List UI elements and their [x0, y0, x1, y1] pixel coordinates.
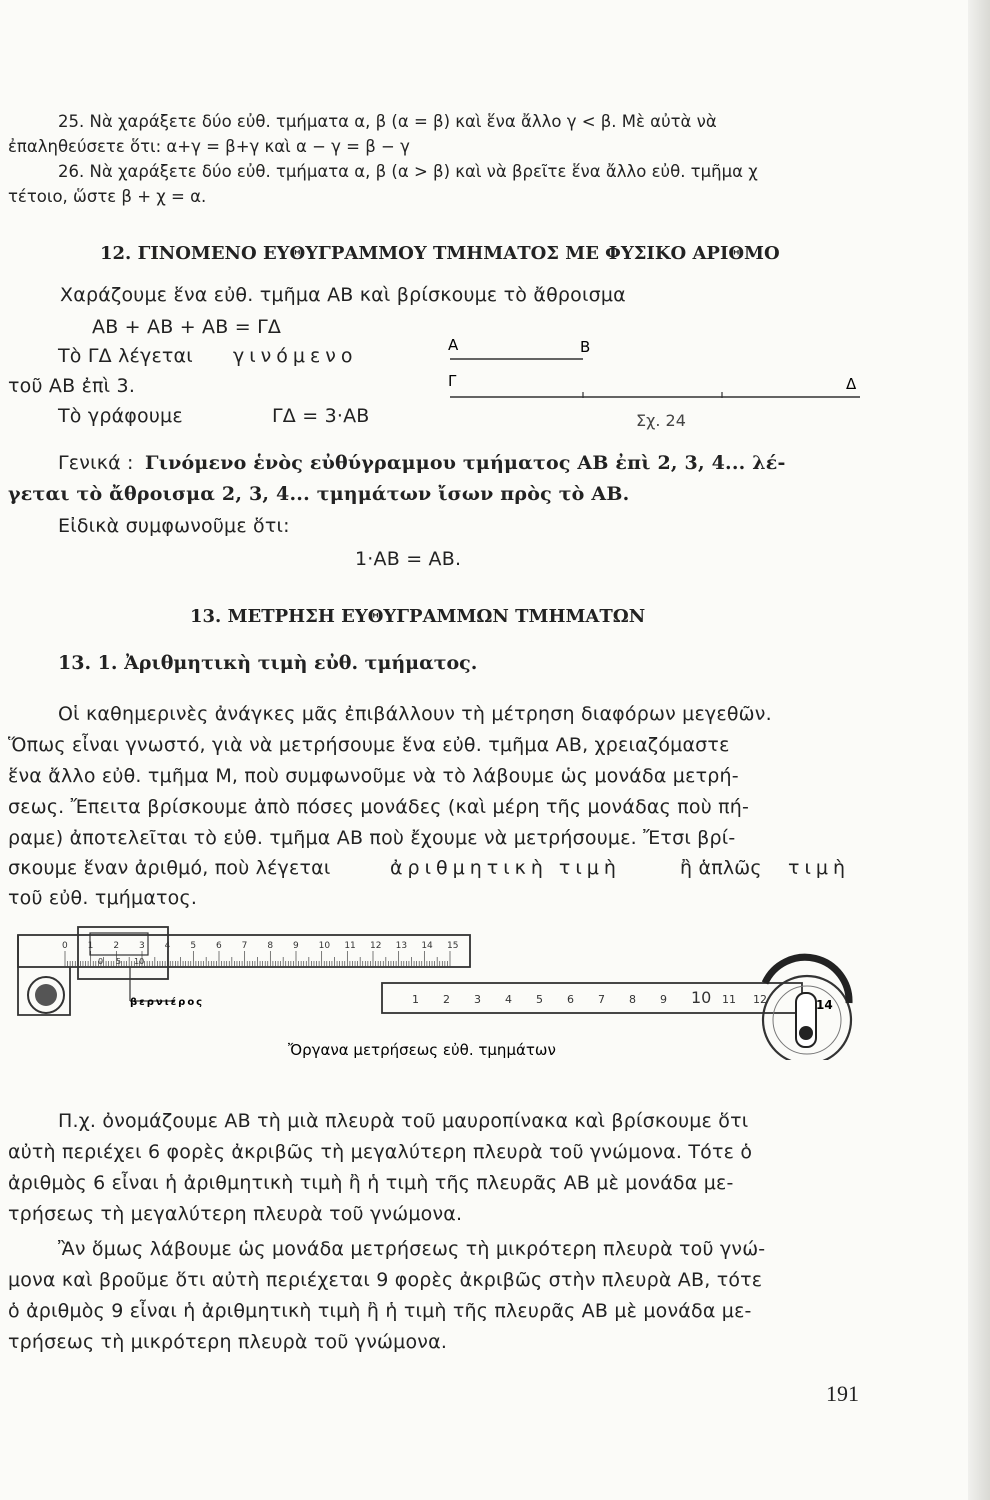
vernier-tick-label: 10: [134, 957, 145, 966]
fig-label-A: Α: [448, 336, 459, 354]
p1-line3: ἕνα ἄλλο εὐθ. τμῆμα Μ, ποὺ συμφωνοῦμε νὰ τὸ λάβουμε ὡς μονάδα μετρή-: [8, 765, 739, 787]
exercise-25-line1: 25. Νὰ χαράξετε δύο εὐθ. τμήματα α, β (α = β) καὶ ἕνα ἄλλο γ < β. Μὲ αὐτὰ νὰ: [58, 112, 717, 131]
s12-sum: ΑΒ + ΑΒ + ΑΒ = ΓΔ: [92, 316, 282, 338]
ruler-tick-label: 6: [567, 993, 574, 1006]
vernier-label: βερνιέρος: [130, 997, 205, 1008]
p1-line5: ραμε) ἀποτελεῖται τὸ εὐθ. τμῆμα ΑΒ ποὺ ἔχουμε νὰ μετρήσουμε. Ἔτσι βρί-: [8, 827, 736, 849]
ruler-tick-label: 4: [505, 993, 512, 1006]
caliper-tick-label: 1: [87, 941, 94, 951]
measuring-instruments-figure: [10, 915, 860, 1060]
page-number: 191: [826, 1381, 859, 1406]
caliper-tick-label: 11: [344, 941, 356, 951]
ruler-tick-label: 9: [660, 993, 667, 1006]
p2-line2: αὐτὴ περιέχει 6 φορὲς ἀκριβῶς τὴ μεγαλύτερη πλευρὰ τοῦ γνώμονα. Τότε ὁ: [8, 1141, 753, 1163]
caliper-tick-marks: [65, 951, 450, 967]
s12-line1: Χαράζουμε ἕνα εὐθ. τμῆμα ΑΒ καὶ βρίσκουμε τὸ ἄθροισμα: [60, 284, 626, 306]
ruler-tick-label: 12: [753, 993, 767, 1006]
ruler-tick-label: 8: [629, 993, 636, 1006]
caliper-tick-label: 8: [267, 941, 274, 951]
p2-line4: τρήσεως τὴ μεγαλύτερη πλευρὰ τοῦ γνώμονα.: [8, 1203, 463, 1225]
p3-line2: μονα καὶ βροῦμε ὅτι αὐτὴ περιέχεται 9 φορὲς ἀκριβῶς στὴν πλευρὰ ΑΒ, τότε: [8, 1269, 763, 1291]
caliper-tick-label: 14: [421, 941, 433, 951]
exercise-25-line2: ἐπαληθεύσετε ὅτι: α+γ = β+γ καὶ α − γ = β − γ: [8, 137, 410, 156]
general-prefix: Γενικά :: [58, 452, 134, 474]
special-line: Εἰδικὰ συμφωνοῦμε ὅτι:: [58, 515, 290, 537]
section-12-title: 12. ΓΙΝΟΜΕΝΟ ΕΥΘΥΓΡΑΜΜΟΥ ΤΜΗΜΑΤΟΣ ΜΕ ΦΥΣΙΚΟ ΑΡΙΘΜΟ: [100, 243, 780, 264]
general-bold-line1: Γινόμενο ἑνὸς εὐθύγραμμου τμήματος ΑΒ ἐπὶ 2, 3, 4... λέ-: [145, 452, 786, 474]
s12-line4: τοῦ ΑΒ ἐπὶ 3.: [8, 375, 136, 397]
p3-line4: τρήσεως τὴ μικρότερη πλευρὰ τοῦ γνώμονα.: [8, 1331, 448, 1353]
section-13-title: 13. ΜΕΤΡΗΣΗ ΕΥΘΥΓΡΑΜΜΩΝ ΤΜΗΜΑΤΩΝ: [190, 606, 646, 627]
figure-24: [440, 334, 880, 434]
caliper-tick-label: 13: [395, 941, 408, 951]
caliper-tick-label: 3: [139, 941, 145, 951]
p1-line4: σεως. Ἔπειτα βρίσκουμε ἀπὸ πόσες μονάδες (καὶ μέρη τῆς μονάδας ποὺ πή-: [8, 796, 750, 818]
p1-line6b-spaced: ἀριθμητικὴ τιμὴ: [390, 857, 621, 879]
caliper-tick-label: 2: [113, 941, 120, 951]
ruler-tick-label: 2: [443, 993, 450, 1006]
tape-dial-mark: 14: [816, 998, 833, 1012]
caliper-tick-label: 6: [216, 941, 222, 951]
ruler-tick-label: 7: [598, 993, 605, 1006]
ruler-tick-label: 3: [474, 993, 481, 1006]
tape-dial-hub: [799, 1026, 813, 1040]
caliper-tick-label: 0: [62, 941, 68, 951]
page-edge-shadow: [968, 0, 990, 1500]
vernier-tick-labels: [98, 957, 144, 966]
exercise-26-line2: τέτοιο, ὥστε β + χ = α.: [8, 187, 207, 206]
caliper-tick-label: 15: [447, 941, 459, 951]
s12-line3a: Τὸ ΓΔ λέγεται: [58, 345, 193, 367]
fig-label-B: Β: [580, 338, 591, 356]
section-13-1-title: 13. 1. Ἀριθμητικὴ τιμὴ εὐθ. τμήματος.: [58, 652, 478, 674]
ruler-tick-labels: [412, 988, 767, 1007]
caliper-tick-label: 4: [164, 941, 171, 951]
p3-line1: Ἂν ὅμως λάβουμε ὡς μονάδα μετρήσεως τὴ μικρότερη πλευρὰ τοῦ γνώ-: [58, 1238, 766, 1260]
p2-line1: Π.χ. ὀνομάζουμε ΑΒ τὴ μιὰ πλευρὰ τοῦ μαυροπίνακα καὶ βρίσκουμε ὅτι: [58, 1110, 749, 1132]
instruments-caption: Ὄργανα μετρήσεως εὐθ. τμημάτων: [288, 1041, 556, 1059]
p1-line6d-spaced: τιμὴ: [788, 857, 850, 879]
s12-line5a: Τὸ γράφουμε: [58, 405, 183, 427]
exercise-26-line1: 26. Νὰ χαράξετε δύο εὐθ. τμήματα α, β (α > β) καὶ νὰ βρεῖτε ἕνα ἄλλο εὐθ. τμῆμα χ: [58, 162, 758, 181]
s12-line5b: ΓΔ = 3·ΑΒ: [272, 405, 370, 427]
caliper-tick-label: 12: [370, 941, 382, 951]
ruler-tick-label: 11: [722, 993, 736, 1006]
p1-line6c: ἢ ἁπλῶς: [680, 857, 762, 879]
p3-line3: ὁ ἀριθμὸς 9 εἶναι ἡ ἀριθμητικὴ τιμὴ ἢ ἡ τιμὴ τῆς πλευρᾶς ΑΒ μὲ μονάδα με-: [8, 1300, 752, 1322]
figure-24-caption: Σχ. 24: [636, 411, 686, 430]
p1-line1: Οἱ καθημερινὲς ἀνάγκες μᾶς ἐπιβάλλουν τὴ μέτρηση διαφόρων μεγεθῶν.: [58, 703, 772, 725]
p1-line2: Ὅπως εἶναι γνωστό, γιὰ νὰ μετρήσουμε ἕνα εὐθ. τμῆμα ΑΒ, χρειαζόμαστε: [8, 734, 730, 756]
general-bold-line2: γεται τὸ ἄθροισμα 2, 3, 4... τμημάτων ἴσων πρὸς τὸ ΑΒ.: [8, 483, 630, 505]
caliper-tick-label: 5: [190, 941, 197, 951]
caliper-wheel-inner: [35, 984, 57, 1006]
vernier-tick-label: 0: [98, 957, 104, 966]
caliper-tick-label: 7: [241, 941, 248, 951]
ruler-tick-label: 1: [412, 993, 419, 1006]
ruler-tick-label: 5: [536, 993, 543, 1006]
fig-label-G: Γ: [448, 372, 457, 390]
ruler-tick-label: 10: [691, 988, 712, 1007]
caliper-tick-labels: [62, 941, 458, 951]
vernier-tick-label: 5: [116, 957, 122, 966]
caliper-tick-label: 9: [293, 941, 299, 951]
p2-line3: ἀριθμὸς 6 εἶναι ἡ ἀριθμητικὴ τιμὴ ἢ ἡ τιμὴ τῆς πλευρᾶς ΑΒ μὲ μονάδα με-: [8, 1172, 734, 1194]
p1-line7: τοῦ εὐθ. τμήματος.: [8, 887, 198, 909]
p1-line6a: σκουμε ἕναν ἀριθμό, ποὺ λέγεται: [8, 857, 331, 879]
fig-label-D: Δ: [846, 375, 857, 393]
caliper-tick-label: 10: [318, 941, 331, 951]
special-equation: 1·ΑΒ = ΑΒ.: [355, 548, 462, 570]
s12-line3b-spaced: γινόμενο: [233, 345, 358, 367]
